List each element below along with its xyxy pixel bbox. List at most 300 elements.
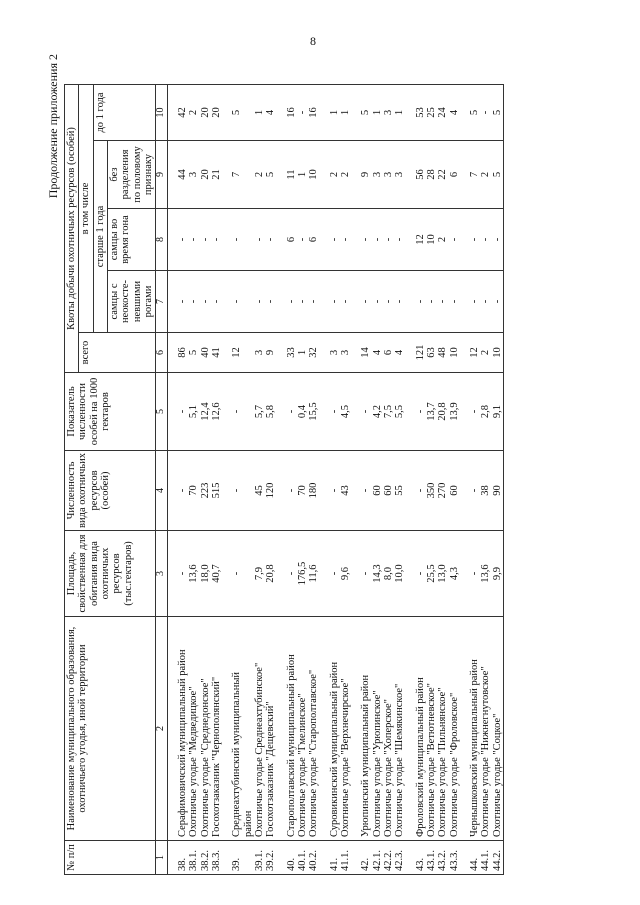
- spacer-cell: [168, 333, 178, 373]
- no-sex-split-cell: 9: [360, 141, 371, 209]
- no-sex-split-cell: 20: [200, 141, 211, 209]
- density-cell: 0,4: [297, 373, 308, 451]
- spacer-cell: [351, 617, 360, 841]
- header-under-one-year: до 1 года: [93, 85, 156, 141]
- males-rut-cell: 12: [415, 209, 426, 271]
- spacer-cell: [277, 141, 286, 209]
- area-cell: -: [286, 531, 297, 617]
- table-row: [394, 85, 405, 875]
- density-cell: 5,1: [188, 373, 199, 451]
- spacer-cell: [168, 85, 178, 141]
- under-one-year-cell: 2: [188, 85, 199, 141]
- total-cell: 10: [492, 333, 504, 373]
- population-cell: 70: [297, 451, 308, 531]
- density-cell: -: [286, 373, 297, 451]
- spacer-cell: [320, 271, 329, 333]
- spacer-cell: [320, 209, 329, 271]
- table-row: [243, 85, 254, 875]
- males-rut-cell: [243, 209, 254, 271]
- spacer-row: [277, 85, 286, 875]
- area-cell: 176,5: [297, 531, 308, 617]
- total-cell: 86: [177, 333, 188, 373]
- rotated-page-area: [44, 44, 640, 875]
- spacer-cell: [320, 141, 329, 209]
- row-name: Охотничье угодье "Ветютневское": [426, 617, 437, 841]
- males-rut-cell: 2: [437, 209, 448, 271]
- table-row: [265, 85, 276, 875]
- population-cell: -: [469, 451, 480, 531]
- population-cell: 60: [449, 451, 460, 531]
- under-one-year-cell: 4: [449, 85, 460, 141]
- row-name: Охотничье угодье "Медведицкое": [188, 617, 199, 841]
- spacer-cell: [168, 841, 178, 875]
- row-number: 39.: [231, 841, 242, 875]
- row-name: Чернышковский муниципальный район: [469, 617, 480, 841]
- males-rut-cell: -: [177, 209, 188, 271]
- rotated-content: [44, 44, 640, 875]
- spacer-cell: [320, 841, 329, 875]
- table-row: [360, 85, 371, 875]
- spacer-cell: [460, 333, 469, 373]
- row-name: Охотничье угодье "Соцкое": [492, 617, 504, 841]
- col-number: 8: [156, 209, 168, 271]
- population-cell: 60: [372, 451, 383, 531]
- males-velvet-cell: -: [492, 271, 504, 333]
- total-cell: 3: [254, 333, 265, 373]
- population-cell: 90: [492, 451, 504, 531]
- area-cell: 25,5: [426, 531, 437, 617]
- area-cell: 7,9: [254, 531, 265, 617]
- header-no-sex-split: без разделения по половому признаку: [107, 141, 155, 209]
- table-row: [426, 85, 437, 875]
- males-rut-cell: -: [265, 209, 276, 271]
- no-sex-split-cell: 56: [415, 141, 426, 209]
- spacer-cell: [277, 617, 286, 841]
- header-total: всего: [79, 333, 156, 373]
- spacer-cell: [406, 617, 415, 841]
- under-one-year-cell: 1: [372, 85, 383, 141]
- under-one-year-cell: 5: [469, 85, 480, 141]
- table-row: [469, 85, 480, 875]
- spacer-cell: [406, 141, 415, 209]
- males-velvet-cell: -: [211, 271, 222, 333]
- header-males-rut: самцы во время гона: [107, 209, 155, 271]
- no-sex-split-cell: 21: [211, 141, 222, 209]
- males-rut-cell: -: [492, 209, 504, 271]
- males-rut-cell: -: [211, 209, 222, 271]
- area-cell: 18,0: [200, 531, 211, 617]
- table-row: [188, 85, 199, 875]
- total-cell: 5: [188, 333, 199, 373]
- no-sex-split-cell: 44: [177, 141, 188, 209]
- spacer-cell: [406, 841, 415, 875]
- no-sex-split-cell: 1: [297, 141, 308, 209]
- density-cell: -: [360, 373, 371, 451]
- total-cell: 41: [211, 333, 222, 373]
- table-row: [372, 85, 383, 875]
- under-one-year-cell: 4: [265, 85, 276, 141]
- row-number: 43.: [415, 841, 426, 875]
- males-rut-cell: -: [254, 209, 265, 271]
- area-cell: 8,0: [383, 531, 394, 617]
- col-number: 5: [156, 373, 168, 451]
- no-sex-split-cell: 6: [449, 141, 460, 209]
- row-number: 40.2.: [308, 841, 319, 875]
- spacer-cell: [277, 209, 286, 271]
- table-row: [177, 85, 188, 875]
- row-name: Суровикинский муниципальный район: [329, 617, 340, 841]
- density-cell: 2,8: [480, 373, 491, 451]
- row-number: 39.2.: [265, 841, 276, 875]
- under-one-year-cell: 5: [360, 85, 371, 141]
- header-name: Наименование муниципального образования, охотничьего угодья, иной территории: [65, 617, 156, 841]
- row-name: Охотничье угодье "Фроловское": [449, 617, 460, 841]
- males-velvet-cell: -: [340, 271, 351, 333]
- spacer-cell: [460, 373, 469, 451]
- spacer-cell: [406, 209, 415, 271]
- density-cell: 5,8: [265, 373, 276, 451]
- spacer-cell: [277, 333, 286, 373]
- no-sex-split-cell: 7: [469, 141, 480, 209]
- total-cell: 33: [286, 333, 297, 373]
- under-one-year-cell: 5: [492, 85, 504, 141]
- density-cell: -: [415, 373, 426, 451]
- spacer-cell: [460, 841, 469, 875]
- spacer-cell: [277, 841, 286, 875]
- total-cell: 2: [480, 333, 491, 373]
- area-cell: -: [415, 531, 426, 617]
- males-velvet-cell: -: [437, 271, 448, 333]
- males-rut-cell: 10: [426, 209, 437, 271]
- spacer-cell: [351, 141, 360, 209]
- population-cell: -: [329, 451, 340, 531]
- males-velvet-cell: -: [297, 271, 308, 333]
- row-number: 43.2.: [437, 841, 448, 875]
- spacer-cell: [277, 451, 286, 531]
- density-cell: 4,5: [340, 373, 351, 451]
- under-one-year-cell: 1: [340, 85, 351, 141]
- spacer-cell: [351, 373, 360, 451]
- spacer-row: [320, 85, 329, 875]
- spacer-cell: [277, 85, 286, 141]
- header-number: № п/п: [65, 841, 156, 875]
- spacer-cell: [222, 141, 231, 209]
- table-row: [492, 85, 504, 875]
- total-cell: 63: [426, 333, 437, 373]
- col-number: 1: [156, 841, 168, 875]
- population-cell: -: [231, 451, 242, 531]
- density-cell: -: [469, 373, 480, 451]
- spacer-cell: [168, 271, 178, 333]
- table-row: [480, 85, 491, 875]
- males-rut-cell: 6: [308, 209, 319, 271]
- table-row: [231, 85, 242, 875]
- under-one-year-cell: -: [297, 85, 308, 141]
- spacer-cell: [168, 141, 178, 209]
- area-cell: 13,0: [437, 531, 448, 617]
- header-quota-group: Квоты добычи охотничьих ресурсов (особей): [65, 85, 79, 373]
- table-row: [437, 85, 448, 875]
- spacer-cell: [406, 271, 415, 333]
- spacer-cell: [222, 841, 231, 875]
- area-cell: [243, 531, 254, 617]
- population-cell: -: [415, 451, 426, 531]
- no-sex-split-cell: 5: [492, 141, 504, 209]
- table-row: [449, 85, 460, 875]
- spacer-cell: [460, 271, 469, 333]
- row-number: 40.: [286, 841, 297, 875]
- density-cell: 9,1: [492, 373, 504, 451]
- row-number: 42.2.: [383, 841, 394, 875]
- spacer-cell: [277, 271, 286, 333]
- no-sex-split-cell: 10: [308, 141, 319, 209]
- total-cell: 40: [200, 333, 211, 373]
- males-velvet-cell: [243, 271, 254, 333]
- spacer-cell: [222, 209, 231, 271]
- under-one-year-cell: -: [480, 85, 491, 141]
- males-velvet-cell: -: [426, 271, 437, 333]
- spacer-cell: [320, 531, 329, 617]
- population-cell: 55: [394, 451, 405, 531]
- males-rut-cell: -: [360, 209, 371, 271]
- spacer-cell: [222, 373, 231, 451]
- total-cell: 6: [383, 333, 394, 373]
- row-number: 41.: [329, 841, 340, 875]
- spacer-row: [222, 85, 231, 875]
- males-rut-cell: -: [469, 209, 480, 271]
- spacer-cell: [222, 531, 231, 617]
- males-velvet-cell: -: [254, 271, 265, 333]
- area-cell: 14,3: [372, 531, 383, 617]
- spacer-cell: [168, 451, 178, 531]
- row-name: Охотничье угодье "Шемякинское": [394, 617, 405, 841]
- table-row: [297, 85, 308, 875]
- row-name: Охотничье угодье "Урюпинское": [372, 617, 383, 841]
- males-velvet-cell: -: [480, 271, 491, 333]
- no-sex-split-cell: 3: [372, 141, 383, 209]
- under-one-year-cell: 20: [200, 85, 211, 141]
- males-velvet-cell: -: [449, 271, 460, 333]
- total-cell: 3: [329, 333, 340, 373]
- under-one-year-cell: 16: [308, 85, 319, 141]
- spacer-cell: [406, 85, 415, 141]
- no-sex-split-cell: 3: [394, 141, 405, 209]
- row-name: Охотничье угодье Среднеахтубинское": [254, 617, 265, 841]
- density-cell: 4,2: [372, 373, 383, 451]
- header-population: Численность вида охотничьих ресурсов (особей): [65, 451, 156, 531]
- area-cell: -: [329, 531, 340, 617]
- spacer-cell: [406, 333, 415, 373]
- spacer-row: [406, 85, 415, 875]
- spacer-cell: [277, 531, 286, 617]
- density-cell: 20,8: [437, 373, 448, 451]
- page-number: 8: [310, 34, 316, 48]
- table-row: [254, 85, 265, 875]
- males-velvet-cell: -: [415, 271, 426, 333]
- males-velvet-cell: -: [200, 271, 211, 333]
- no-sex-split-cell: 22: [437, 141, 448, 209]
- no-sex-split-cell: 2: [340, 141, 351, 209]
- under-one-year-cell: 1: [254, 85, 265, 141]
- population-cell: -: [286, 451, 297, 531]
- row-number: 39.1.: [254, 841, 265, 875]
- area-cell: 4,3: [449, 531, 460, 617]
- area-cell: 20,8: [265, 531, 276, 617]
- density-cell: -: [231, 373, 242, 451]
- spacer-cell: [320, 333, 329, 373]
- table-row: [329, 85, 340, 875]
- area-cell: -: [360, 531, 371, 617]
- col-number: 9: [156, 141, 168, 209]
- under-one-year-cell: 1: [394, 85, 405, 141]
- row-number: 38.: [177, 841, 188, 875]
- spacer-cell: [168, 617, 178, 841]
- spacer-cell: [320, 451, 329, 531]
- spacer-cell: [460, 451, 469, 531]
- row-name: Фроловский муниципальный район: [415, 617, 426, 841]
- density-cell: -: [177, 373, 188, 451]
- row-number: 42.1.: [372, 841, 383, 875]
- density-cell: 15,5: [308, 373, 319, 451]
- population-cell: 223: [200, 451, 211, 531]
- males-rut-cell: -: [449, 209, 460, 271]
- spacer-cell: [351, 271, 360, 333]
- area-cell: -: [177, 531, 188, 617]
- row-name: Охотничье угодье "Верхнечирское": [340, 617, 351, 841]
- density-cell: 12,4: [200, 373, 211, 451]
- row-number: 44.: [469, 841, 480, 875]
- total-cell: [243, 333, 254, 373]
- spacer-cell: [460, 531, 469, 617]
- total-cell: 12: [231, 333, 242, 373]
- row-name: Госохотзаказник "Чернополянский": [211, 617, 222, 841]
- total-cell: 3: [340, 333, 351, 373]
- population-cell: 70: [188, 451, 199, 531]
- total-cell: 1: [297, 333, 308, 373]
- density-cell: 13,9: [449, 373, 460, 451]
- area-cell: 13,6: [188, 531, 199, 617]
- males-rut-cell: -: [480, 209, 491, 271]
- spacer-cell: [222, 333, 231, 373]
- males-rut-cell: -: [329, 209, 340, 271]
- total-cell: 9: [265, 333, 276, 373]
- spacer-cell: [222, 85, 231, 141]
- row-number: 43.3.: [449, 841, 460, 875]
- spacer-cell: [406, 451, 415, 531]
- spacer-cell: [351, 451, 360, 531]
- population-cell: 38: [480, 451, 491, 531]
- population-cell: 515: [211, 451, 222, 531]
- area-cell: -: [469, 531, 480, 617]
- density-cell: [243, 373, 254, 451]
- population-cell: 350: [426, 451, 437, 531]
- row-name: Госохотзаказник "Дещевский": [265, 617, 276, 841]
- spacer-cell: [351, 841, 360, 875]
- spacer-cell: [222, 617, 231, 841]
- spacer-cell: [351, 531, 360, 617]
- header-including: в том числе: [79, 85, 93, 333]
- row-name: район: [243, 617, 254, 841]
- no-sex-split-cell: 5: [265, 141, 276, 209]
- population-cell: 43: [340, 451, 351, 531]
- under-one-year-cell: 25: [426, 85, 437, 141]
- males-velvet-cell: -: [286, 271, 297, 333]
- population-cell: 270: [437, 451, 448, 531]
- males-velvet-cell: -: [329, 271, 340, 333]
- population-cell: 45: [254, 451, 265, 531]
- no-sex-split-cell: 3: [188, 141, 199, 209]
- row-name: Среднеахтубинский муниципальный: [231, 617, 242, 841]
- row-name: Охотничье угодье "Пильнянское": [437, 617, 448, 841]
- total-cell: 14: [360, 333, 371, 373]
- table-row: [200, 85, 211, 875]
- no-sex-split-cell: 2: [254, 141, 265, 209]
- population-cell: -: [360, 451, 371, 531]
- under-one-year-cell: 20: [211, 85, 222, 141]
- row-number: 43.1.: [426, 841, 437, 875]
- table-row: [340, 85, 351, 875]
- males-velvet-cell: -: [383, 271, 394, 333]
- total-cell: 4: [372, 333, 383, 373]
- row-number: 42.3.: [394, 841, 405, 875]
- males-velvet-cell: -: [308, 271, 319, 333]
- no-sex-split-cell: [243, 141, 254, 209]
- row-name: Урюпинский муниципальный район: [360, 617, 371, 841]
- row-number: 44.2.: [492, 841, 504, 875]
- table-row: [211, 85, 222, 875]
- col-number: 4: [156, 451, 168, 531]
- no-sex-split-cell: 3: [383, 141, 394, 209]
- row-number: 38.2.: [200, 841, 211, 875]
- spacer-cell: [351, 85, 360, 141]
- row-number: [243, 841, 254, 875]
- spacer-cell: [168, 209, 178, 271]
- no-sex-split-cell: 7: [231, 141, 242, 209]
- population-cell: 60: [383, 451, 394, 531]
- col-number: 10: [156, 85, 168, 141]
- population-cell: 180: [308, 451, 319, 531]
- under-one-year-cell: 42: [177, 85, 188, 141]
- spacer-cell: [168, 531, 178, 617]
- spacer-cell: [320, 373, 329, 451]
- header-older: старше 1 года: [93, 141, 107, 333]
- males-rut-cell: -: [188, 209, 199, 271]
- density-cell: 13,7: [426, 373, 437, 451]
- under-one-year-cell: 24: [437, 85, 448, 141]
- spacer-cell: [351, 209, 360, 271]
- no-sex-split-cell: 2: [480, 141, 491, 209]
- row-name: Охотничье угодье "Старополтавское": [308, 617, 319, 841]
- under-one-year-cell: 1: [329, 85, 340, 141]
- area-cell: 13,6: [480, 531, 491, 617]
- males-velvet-cell: -: [177, 271, 188, 333]
- row-number: 44.1.: [480, 841, 491, 875]
- spacer-cell: [406, 373, 415, 451]
- row-name: Охотничье угодье "Гмелинское": [297, 617, 308, 841]
- spacer-cell: [222, 271, 231, 333]
- row-name: Охотничье угодье "Нижнегнутовское": [480, 617, 491, 841]
- area-cell: 10,0: [394, 531, 405, 617]
- total-cell: 12: [469, 333, 480, 373]
- under-one-year-cell: 5: [231, 85, 242, 141]
- spacer-row: [460, 85, 469, 875]
- males-rut-cell: -: [340, 209, 351, 271]
- males-rut-cell: -: [297, 209, 308, 271]
- males-velvet-cell: -: [231, 271, 242, 333]
- table-body: [168, 85, 504, 875]
- spacer-row: [351, 85, 360, 875]
- area-cell: 40,7: [211, 531, 222, 617]
